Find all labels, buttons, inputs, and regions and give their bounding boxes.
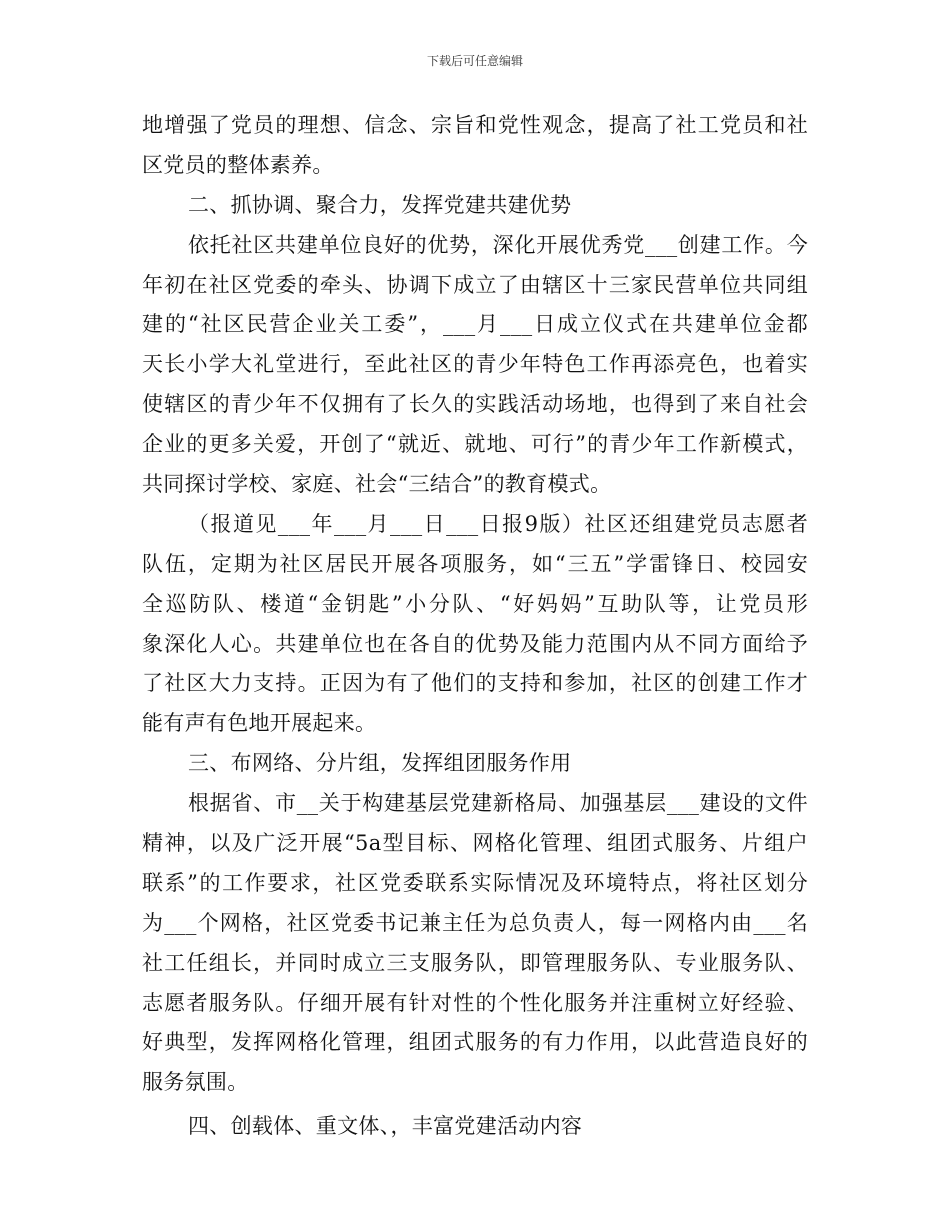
text-line: 服务氛围。 [142, 1070, 249, 1095]
section-heading: 四、创载体、重文体、，丰富党建活动内容 [188, 1114, 583, 1139]
text-line: 依托社区共建单位良好的优势，深化开展优秀党___创建工作。今 [188, 232, 808, 257]
text-line: 志愿者服务队。仔细开展有针对性的个性化服务并注重树立好经验、 [142, 990, 808, 1015]
text-line: 了社区大力支持。正因为有了他们的支持和参加，社区的创建工作才 [142, 671, 808, 696]
text-line: 联系”的工作要求，社区党委联系实际情况及环境特点，将社区划分 [142, 870, 808, 895]
text-line: 使辖区的青少年不仅拥有了长久的实践活动场地，也得到了来自社会 [142, 392, 808, 417]
page-header-note: 下载后可任意编辑 [426, 54, 523, 68]
text-line: 共同探讨学校、家庭、社会“三结合”的教育模式。 [142, 472, 612, 497]
text-line: 建的“社区民营企业关工委”，___月___日成立仪式在共建单位金都 [142, 312, 808, 337]
text-line: 天长小学大礼堂进行，至此社区的青少年特色工作再添亮色，也着实 [142, 352, 808, 377]
text-line: 社工任组长，并同时成立三支服务队，即管理服务队、专业服务队、 [142, 950, 808, 975]
text-line: 全巡防队、楼道“金钥匙”小分队、“好妈妈”互助队等，让党员形 [142, 591, 808, 616]
text-line: 根据省、市__关于构建基层党建新格局、加强基层___建设的文件 [188, 791, 808, 816]
text-line: 地增强了党员的理想、信念、宗旨和党性观念，提高了社工党员和社 [142, 113, 808, 137]
text-line: 好典型，发挥网格化管理，组团式服务的有力作用，以此营造良好的 [142, 1030, 808, 1055]
section-heading: 二、抓协调、聚合力，发挥党建共建优势 [188, 192, 572, 217]
text-line: 队伍，定期为社区居民开展各项服务，如“三五”学雷锋日、校园安 [142, 551, 808, 576]
text-line: 年初在社区党委的牵头、协调下成立了由辖区十三家民营单位共同组 [142, 272, 808, 297]
text-line: 象深化人心。共建单位也在各自的优势及能力范围内从不同方面给予 [142, 631, 808, 656]
text-line: 精神，以及广泛开展“5a型目标、网格化管理、组团式服务、片组户 [142, 831, 808, 856]
text-line: 区党员的整体素养。 [142, 152, 334, 177]
document-body [142, 106, 808, 1147]
text-line: 企业的更多关爱，开创了“就近、就地、可行”的青少年工作新模式， [142, 432, 808, 457]
text-line: （报道见___年___月___日___日报9版）社区还组建党员志愿者 [188, 511, 808, 536]
text-line: 能有声有色地开展起来。 [142, 711, 377, 736]
text-line: 为___个网格，社区党委书记兼主任为总负责人，每一网格内由___名 [142, 910, 808, 935]
section-heading: 三、布网络、分片组，发挥组团服务作用 [188, 751, 572, 776]
